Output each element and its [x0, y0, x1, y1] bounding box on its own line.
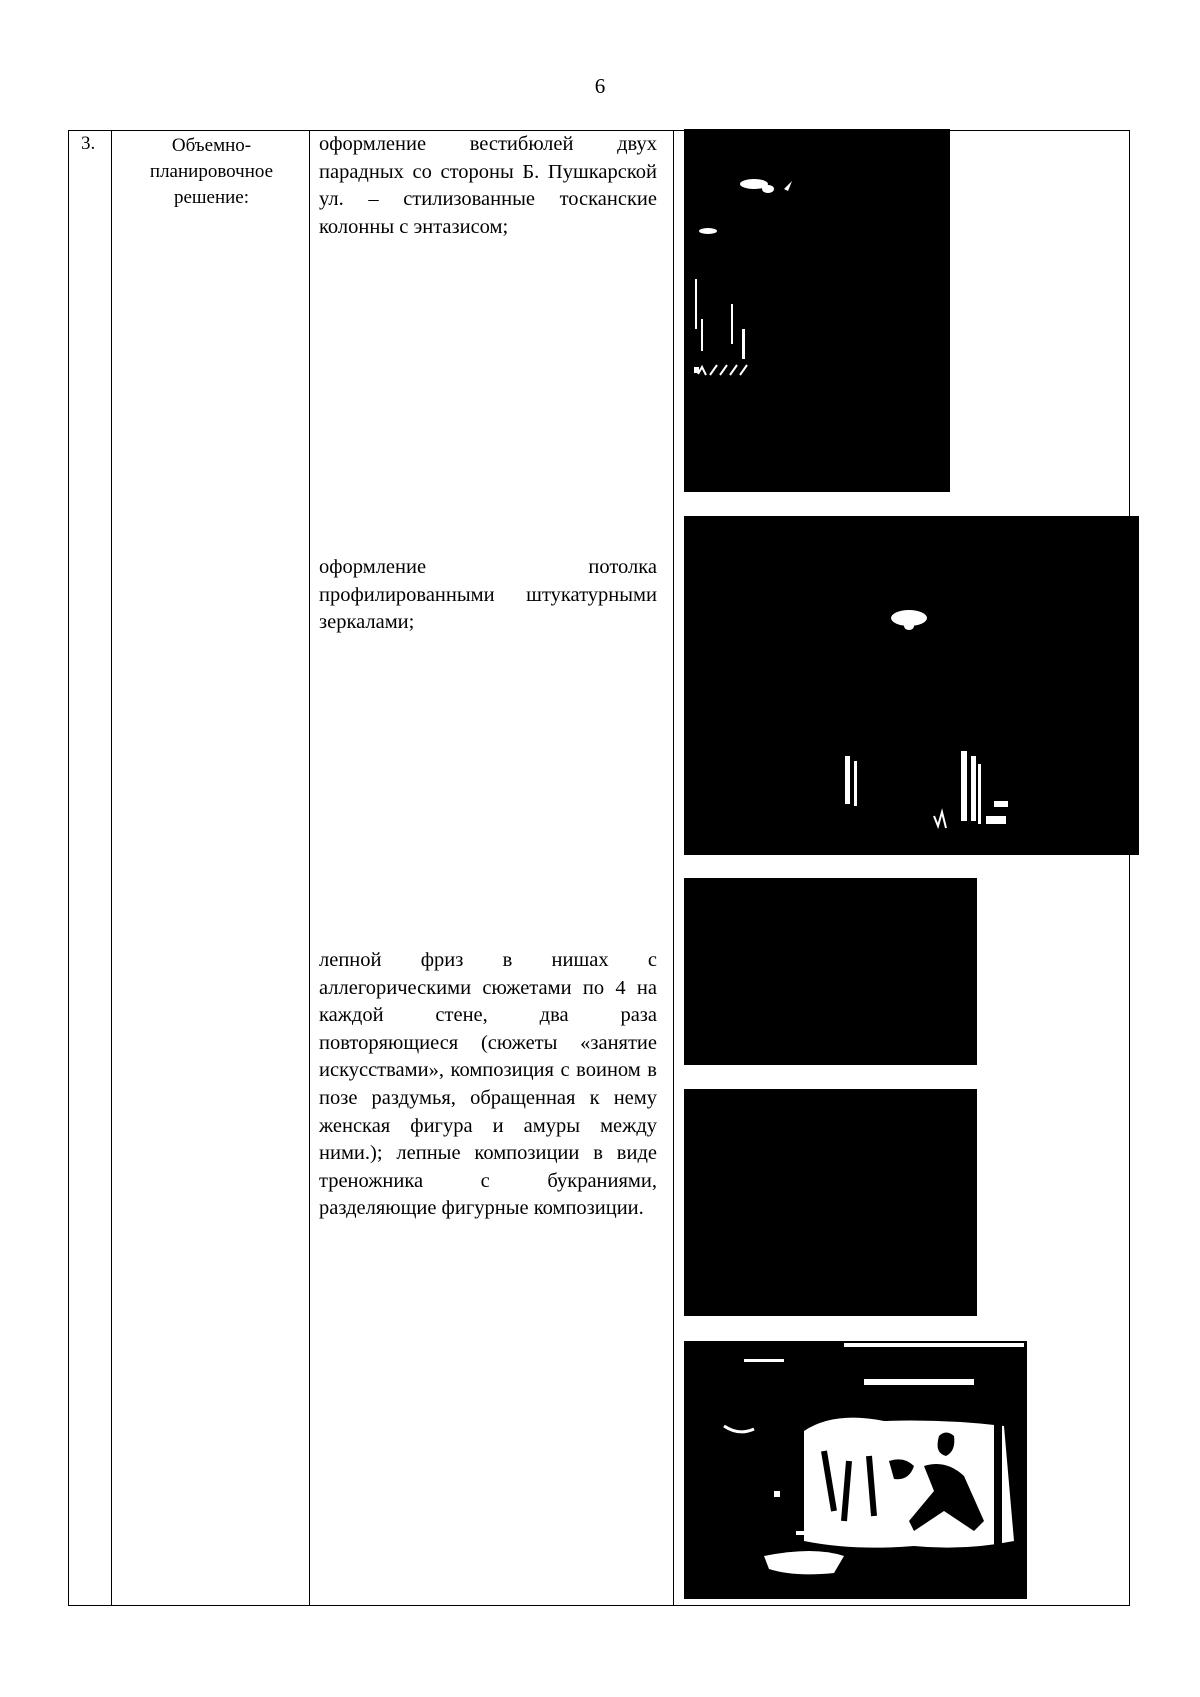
photo-ceiling-image: [684, 516, 1139, 855]
section-title-line: решение:: [173, 187, 250, 208]
description-frieze: лепной фриз в нишах с аллегорическими сюжетами по 4 на каждой стене, два раза повторяющиеся (сюжеты «занятие искусствами», композиция с воином в позе раздумья, обращенная к нему женская фигура и амуры между ними.); лепные композиции в виде треножника с букраниями, разделяющие фигурные композиции.: [319, 949, 657, 1220]
photo-relief-detail-image: [684, 1341, 1027, 1599]
column-divider: [673, 131, 674, 1605]
section-title-line: планировочное: [149, 161, 274, 182]
page-number: 6: [594, 74, 606, 98]
description-ceiling: оформление потолка профилированными штукатурными зеркалами;: [319, 556, 657, 634]
photo-frieze-niche-2: [684, 1089, 977, 1316]
description-vestibules: оформление вестибюлей двух парадных со стороны Б. Пушкарской ул. – стилизованные тосканские колонны с энтазисом;: [319, 133, 657, 238]
photo-frieze-niche-1: [684, 878, 977, 1065]
heritage-table: [68, 130, 1130, 1606]
column-divider: [111, 131, 112, 1605]
section-title-line: Объемно-: [171, 135, 252, 156]
row-number: 3.: [81, 133, 96, 154]
column-divider: [309, 131, 310, 1605]
photo-vestibule-columns: [684, 129, 950, 492]
photo-ceiling: [684, 516, 1139, 855]
photo-vestibule-columns-image: [684, 129, 950, 492]
section-title: [114, 133, 309, 211]
photo-relief-detail: [684, 1341, 1027, 1599]
